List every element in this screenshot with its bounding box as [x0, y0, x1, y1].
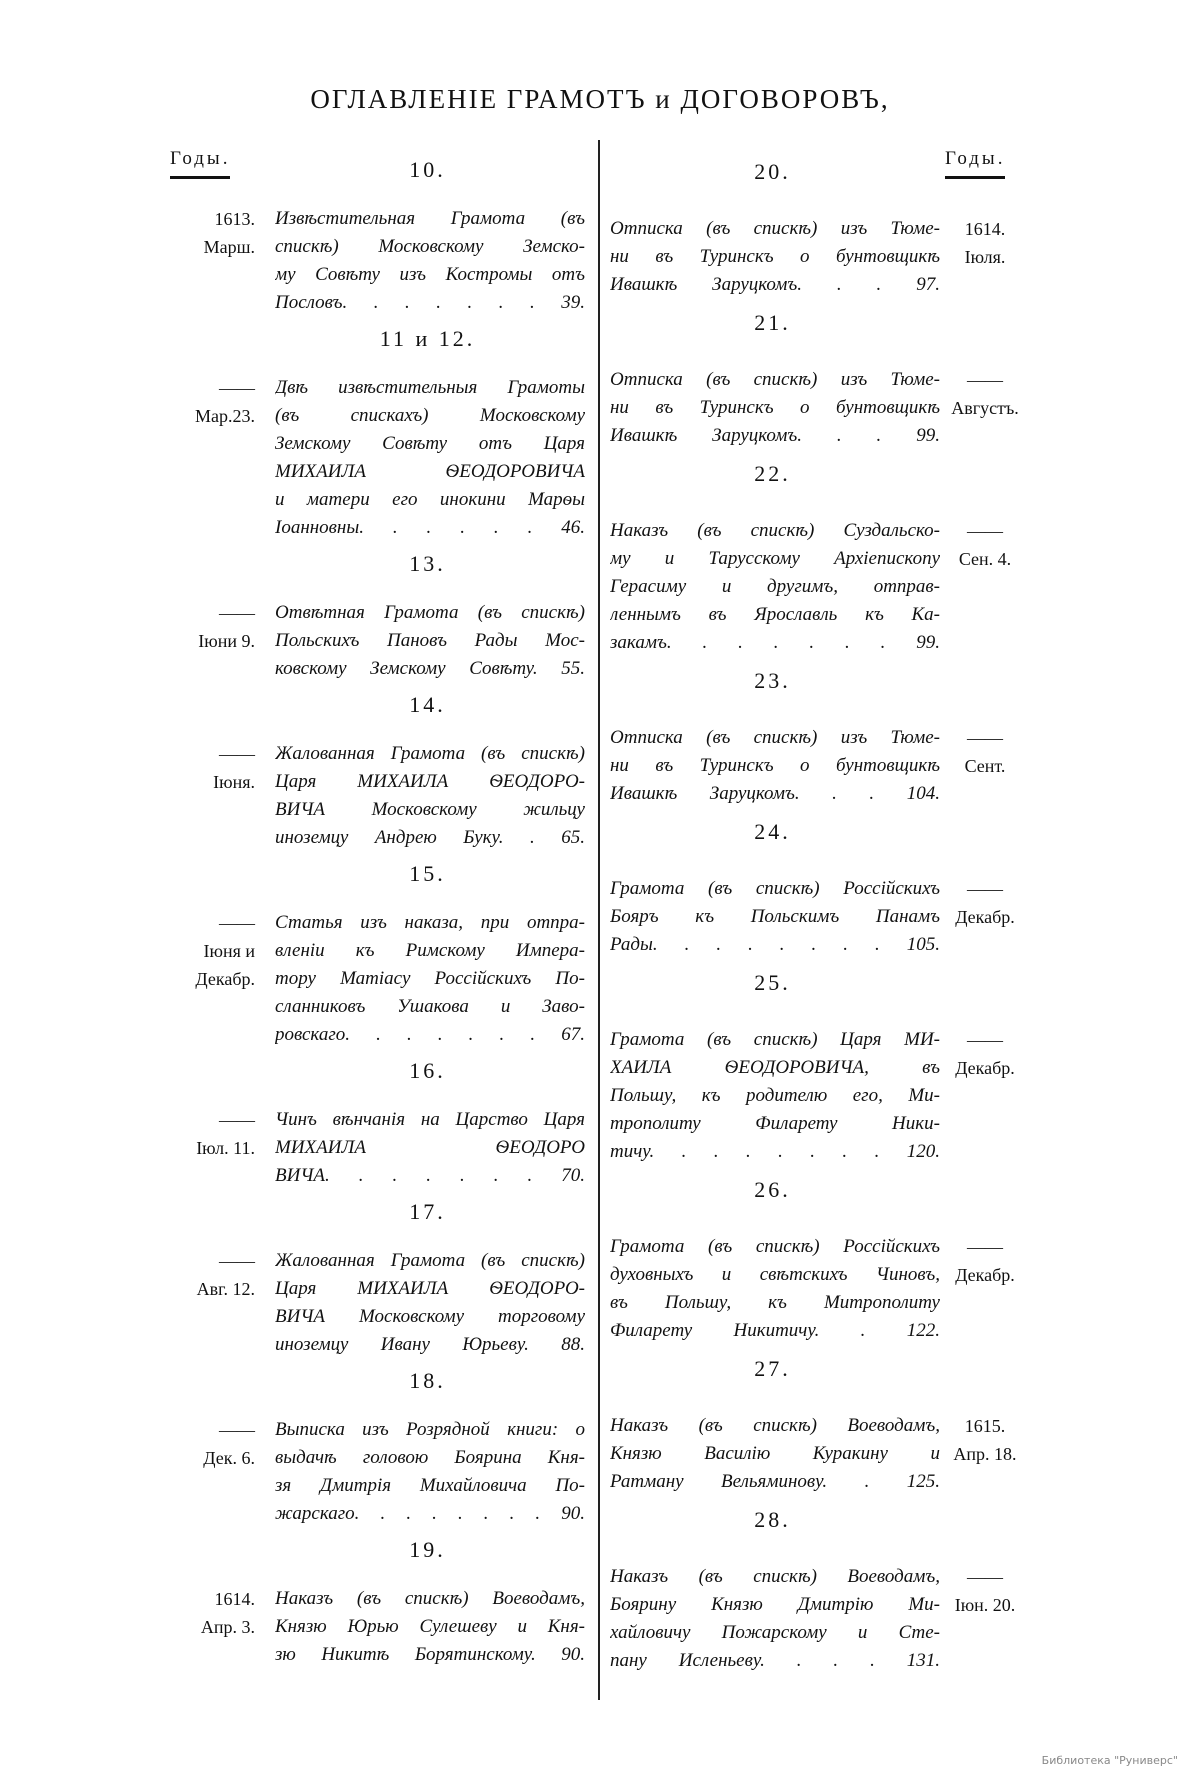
entry-date — [940, 1110, 1025, 1138]
entry-text: иноземцу Андрею Буку. . 65. — [275, 827, 585, 848]
entry-number: 23. — [754, 668, 791, 693]
entry-text: Отписка (въ спискѣ) изъ Тюме- — [610, 727, 940, 748]
entry-date — [160, 289, 275, 317]
entry-line — [610, 875, 1025, 903]
entry-text: ни въ Туринскъ о бунтовщикѣ — [610, 246, 940, 267]
entry-date: 1615. — [964, 1416, 1006, 1436]
entry-date: Декабр. — [195, 969, 255, 989]
entry-text: Грамота (въ спискѣ) Россійскихъ — [610, 1236, 940, 1257]
entry-text: Выписка изъ Розрядной книги: о — [275, 1419, 585, 1440]
entry-text: Наказъ (въ спискѣ) Суздальско- — [610, 520, 940, 541]
entry-text: Бояръ къ Польскимъ Панамъ — [610, 906, 940, 927]
toc-entry — [610, 148, 1025, 299]
entry-text: Отписка (въ спискѣ) изъ Тюме- — [610, 218, 940, 239]
right-column — [610, 148, 1025, 1675]
entry-number: 11 и 12. — [379, 326, 476, 351]
entry-text: Рады. . . . . . . . 105. — [610, 934, 940, 955]
toc-entry — [160, 317, 585, 542]
entry-number: 15. — [409, 861, 446, 886]
entry-text: Наказъ (въ спискѣ) Воеводамъ, — [610, 1415, 940, 1436]
toc-entry — [610, 808, 1025, 959]
entry-text: духовныхъ и свѣтскихъ Чиновъ, — [610, 1264, 940, 1285]
entry-date — [940, 1647, 1025, 1675]
entry-text: МИХАИЛА ѲЕОДОРО — [275, 1137, 585, 1158]
entry-text: и матери его инокини Марѳы — [275, 489, 585, 510]
entry-line — [160, 1444, 585, 1472]
entry-date — [160, 796, 275, 824]
entry-number: 13. — [409, 551, 446, 576]
entry-number: 27. — [754, 1356, 791, 1381]
entry-date — [940, 1289, 1025, 1317]
column-divider — [598, 140, 600, 1700]
entry-line — [160, 1162, 585, 1190]
entry-line — [160, 796, 585, 824]
entry-line — [160, 627, 585, 655]
entry-number: 14. — [409, 692, 446, 717]
entry-date: —— — [967, 370, 1003, 390]
entry-text: Царя МИХАИЛА ѲЕОДОРО- — [275, 771, 585, 792]
entry-line — [610, 1412, 1025, 1440]
toc-entry — [160, 542, 585, 683]
entry-date — [940, 1082, 1025, 1110]
entry-line — [160, 965, 585, 993]
entry-text: иноземцу Ивану Юрьеву. 88. — [275, 1334, 585, 1355]
entry-date: Декабр. — [955, 1058, 1015, 1078]
entry-text: ВИЧА Московскому торговому — [275, 1306, 585, 1327]
entry-line — [160, 937, 585, 965]
entry-date: Сент. — [964, 756, 1006, 776]
entry-number: 17. — [409, 1199, 446, 1224]
entry-date — [160, 458, 275, 486]
entry-date: —— — [967, 1237, 1003, 1257]
entry-text: жарскаго. . . . . . . . 90. — [275, 1503, 585, 1524]
entry-text: Герасиму и другимъ, отправ- — [610, 576, 940, 597]
entry-date — [940, 1138, 1025, 1166]
entry-date: Марш. — [203, 237, 255, 257]
entry-line — [610, 394, 1025, 422]
entry-line — [160, 1106, 585, 1134]
entry-text: тору Матіасу Россійскихъ По- — [275, 968, 585, 989]
entry-line — [610, 517, 1025, 545]
entry-line — [160, 655, 585, 683]
entry-date: Августъ. — [951, 398, 1019, 418]
entry-text: закамъ. . . . . . . 99. — [610, 632, 940, 653]
entry-text: Двѣ извѣстительныя Грамоты — [275, 377, 585, 398]
entry-date: 1613. — [214, 209, 255, 229]
entry-text: зю Никитѣ Борятинскому. 90. — [275, 1644, 585, 1665]
entry-text: пану Исленьеву. . . . 131. — [610, 1650, 940, 1671]
toc-entry — [610, 299, 1025, 450]
toc-entry — [610, 1166, 1025, 1345]
entry-date — [940, 629, 1025, 657]
entry-number: 19. — [409, 1537, 446, 1562]
entry-number: 25. — [754, 970, 791, 995]
entry-date — [160, 514, 275, 542]
entry-date: Дек. 6. — [203, 1448, 255, 1468]
entry-date: Іюня. — [213, 772, 255, 792]
entry-date: Апр. 18. — [953, 1444, 1017, 1464]
entry-line — [610, 1054, 1025, 1082]
entry-text: спискѣ) Московскому Земско- — [275, 236, 585, 257]
entry-text: зя Дмитрія Михайловича По- — [275, 1475, 585, 1496]
entry-date: —— — [967, 1030, 1003, 1050]
entry-text: ХАИЛА ѲЕОДОРОВИЧА, въ — [610, 1057, 940, 1078]
entry-date — [940, 1468, 1025, 1496]
entry-date: Іюля. — [964, 247, 1006, 267]
entry-text: Князю Юрью Сулешеву и Кня- — [275, 1616, 585, 1637]
entry-line — [610, 1082, 1025, 1110]
entry-date — [160, 655, 275, 683]
entry-date: —— — [967, 1567, 1003, 1587]
entry-text: леннымъ въ Ярославль къ Ка- — [610, 604, 940, 625]
toc-entry — [160, 683, 585, 852]
watermark: Библиотека "Руниверс" — [1041, 1754, 1178, 1767]
entry-number: 20. — [754, 159, 791, 184]
toc-entry — [610, 1345, 1025, 1496]
entry-line — [160, 261, 585, 289]
entry-line — [610, 271, 1025, 299]
entry-date — [160, 430, 275, 458]
entry-text: Земскому Совѣту отъ Царя — [275, 433, 585, 454]
entry-date — [940, 780, 1025, 808]
entry-text: Грамота (въ спискѣ) Россійскихъ — [610, 878, 940, 899]
entry-date — [940, 931, 1025, 959]
entry-line — [610, 780, 1025, 808]
entry-line — [160, 909, 585, 937]
entry-line — [610, 1233, 1025, 1261]
entry-line — [160, 824, 585, 852]
entry-text: Царя МИХАИЛА ѲЕОДОРО- — [275, 1278, 585, 1299]
entry-line — [160, 1134, 585, 1162]
entry-line — [610, 545, 1025, 573]
entry-line — [610, 243, 1025, 271]
entry-line — [610, 1110, 1025, 1138]
entry-date: Мар.23. — [195, 406, 255, 426]
entry-text: му и Тарусскому Архіепископу — [610, 548, 940, 569]
entry-date — [160, 1162, 275, 1190]
entry-text: Польскихъ Пановъ Рады Мос- — [275, 630, 585, 651]
entry-date — [160, 1331, 275, 1359]
entry-date: 1614. — [964, 219, 1006, 239]
entry-line — [160, 514, 585, 542]
entry-line — [160, 993, 585, 1021]
entry-number: 10. — [409, 157, 446, 182]
entry-date: Декабр. — [955, 1265, 1015, 1285]
entry-line — [160, 740, 585, 768]
entry-number: 18. — [409, 1368, 446, 1393]
entry-date — [160, 993, 275, 1021]
entry-date — [940, 271, 1025, 299]
entry-date: —— — [219, 1110, 255, 1130]
entry-date — [160, 1500, 275, 1528]
entry-date: —— — [219, 1251, 255, 1271]
entry-date — [940, 422, 1025, 450]
entry-line — [610, 1440, 1025, 1468]
entry-text: ВИЧА. . . . . . . 70. — [275, 1165, 585, 1186]
entry-text: ни въ Туринскъ о бунтовщикѣ — [610, 755, 940, 776]
entry-text: тичу. . . . . . . . 120. — [610, 1141, 940, 1162]
entry-text: Ивашкѣ Заруцкомъ. . . 104. — [610, 783, 940, 804]
entry-text: Статья изъ наказа, при отпра- — [275, 912, 585, 933]
entry-line — [160, 458, 585, 486]
entry-date: Декабр. — [955, 907, 1015, 927]
entry-text: му Совѣту изъ Костромы отъ — [275, 264, 585, 285]
entry-date — [940, 1619, 1025, 1647]
entry-date: Авг. 12. — [196, 1279, 255, 1299]
toc-entry — [610, 450, 1025, 657]
entry-line — [610, 1261, 1025, 1289]
entry-date — [940, 573, 1025, 601]
entry-line — [610, 724, 1025, 752]
entry-text: Наказъ (въ спискѣ) Воеводамъ, — [610, 1566, 940, 1587]
entry-text: ВИЧА Московскому жильцу — [275, 799, 585, 820]
entry-date: Іюл. 11. — [196, 1138, 255, 1158]
toc-entry — [610, 1496, 1025, 1675]
entry-date: —— — [219, 744, 255, 764]
entry-text: ковскому Земскому Совѣту. 55. — [275, 658, 585, 679]
entry-text: Пословъ. . . . . . . 39. — [275, 292, 585, 313]
entry-text: вленіи къ Римскому Импера- — [275, 940, 585, 961]
entry-text: Жалованная Грамота (въ спискѣ) — [275, 1250, 585, 1271]
entry-date — [160, 1641, 275, 1669]
entry-date: Іюн. 20. — [954, 1595, 1016, 1615]
entry-date: —— — [219, 913, 255, 933]
entry-number: 22. — [754, 461, 791, 486]
entry-line — [610, 366, 1025, 394]
entry-line — [610, 215, 1025, 243]
entry-line — [160, 289, 585, 317]
entry-line — [160, 768, 585, 796]
entry-line — [610, 1468, 1025, 1496]
entry-line — [160, 1613, 585, 1641]
entry-line — [610, 752, 1025, 780]
entry-line — [160, 1641, 585, 1669]
entry-text: Отвѣтная Грамота (въ спискѣ) — [275, 602, 585, 623]
years-column-header-left: Годы. — [170, 148, 230, 179]
entry-text: ровскаго. . . . . . . 67. — [275, 1024, 585, 1045]
entry-line — [160, 205, 585, 233]
entry-text: (въ спискахъ) Московскому — [275, 405, 585, 426]
entry-date: Апр. 3. — [200, 1617, 255, 1637]
entry-number: 28. — [754, 1507, 791, 1532]
entry-line — [610, 422, 1025, 450]
entry-line — [160, 1585, 585, 1613]
entry-line — [610, 573, 1025, 601]
entry-line — [610, 1317, 1025, 1345]
entry-line — [610, 601, 1025, 629]
entry-text: Ивашкѣ Заруцкомъ. . . 99. — [610, 425, 940, 446]
entry-line — [160, 1021, 585, 1049]
entry-date — [940, 601, 1025, 629]
entry-date — [160, 1021, 275, 1049]
entry-text: выдачѣ головою Боярина Кня- — [275, 1447, 585, 1468]
entry-text: Отписка (въ спискѣ) изъ Тюме- — [610, 369, 940, 390]
entry-text: трополиту Филарету Ники- — [610, 1113, 940, 1134]
entry-line — [610, 1563, 1025, 1591]
entry-line — [610, 931, 1025, 959]
entry-text: Князю Василію Куракину и — [610, 1443, 940, 1464]
entry-date — [160, 1303, 275, 1331]
toc-entry — [160, 1359, 585, 1528]
entry-text: хайловичу Пожарскому и Сте- — [610, 1622, 940, 1643]
entry-date — [160, 486, 275, 514]
entry-text: ни въ Туринскъ о бунтовщикѣ — [610, 397, 940, 418]
entry-line — [160, 1472, 585, 1500]
entry-date: —— — [219, 603, 255, 623]
entry-date — [940, 1317, 1025, 1345]
toc-entry — [160, 1190, 585, 1359]
entry-text: въ Польшу, къ Митрополиту — [610, 1292, 940, 1313]
entry-text: Филарету Никитичу. . 122. — [610, 1320, 940, 1341]
entry-text: сланниковъ Ушакова и Заво- — [275, 996, 585, 1017]
entry-line — [610, 629, 1025, 657]
entry-line — [160, 599, 585, 627]
entry-date: Сен. 4. — [958, 549, 1012, 569]
years-column-header-right: Годы. — [945, 148, 1005, 179]
entry-date: —— — [219, 1420, 255, 1440]
entry-text: Ивашкѣ Заруцкомъ. . . 97. — [610, 274, 940, 295]
toc-entry — [160, 1049, 585, 1190]
entry-number: 26. — [754, 1177, 791, 1202]
entry-date — [160, 1472, 275, 1500]
entry-text: Чинъ вѣнчанія на Царство Царя — [275, 1109, 585, 1130]
entry-text: Іоанновны. . . . . . 46. — [275, 517, 585, 538]
entry-text: Боярину Князю Дмитрію Ми- — [610, 1594, 940, 1615]
entry-line — [160, 1416, 585, 1444]
toc-entry — [160, 852, 585, 1049]
entry-date: Іюни 9. — [198, 631, 255, 651]
entry-number: 21. — [754, 310, 791, 335]
entry-text: МИХАИЛА ѲЕОДОРОВИЧА — [275, 461, 585, 482]
entry-date: Іюня и — [203, 941, 255, 961]
entry-line — [160, 402, 585, 430]
toc-entry — [160, 1528, 585, 1669]
entry-line — [610, 1138, 1025, 1166]
entry-line — [610, 1591, 1025, 1619]
entry-text: Жалованная Грамота (въ спискѣ) — [275, 743, 585, 764]
toc-entry — [160, 148, 585, 317]
entry-date: —— — [967, 728, 1003, 748]
entry-text: Грамота (въ спискѣ) Царя МИ- — [610, 1029, 940, 1050]
entry-line — [160, 486, 585, 514]
entry-text: Извѣстительная Грамота (въ — [275, 208, 585, 229]
entry-line — [610, 1289, 1025, 1317]
entry-date: 1614. — [214, 1589, 255, 1609]
toc-entry — [610, 657, 1025, 808]
entry-line — [610, 1619, 1025, 1647]
entry-date: —— — [219, 378, 255, 398]
entry-text: Польшу, къ родителю его, Ми- — [610, 1085, 940, 1106]
entry-line — [610, 1647, 1025, 1675]
entry-number: 24. — [754, 819, 791, 844]
entry-line — [610, 903, 1025, 931]
entry-line — [160, 1303, 585, 1331]
entry-text: Наказъ (въ спискѣ) Воеводамъ, — [275, 1588, 585, 1609]
entry-text: Ратману Вельяминову. . 125. — [610, 1471, 940, 1492]
entry-line — [160, 374, 585, 402]
entry-date — [160, 261, 275, 289]
entry-line — [160, 1247, 585, 1275]
toc-entry — [610, 959, 1025, 1166]
entry-line — [160, 1275, 585, 1303]
entry-line — [160, 233, 585, 261]
entry-line — [610, 1026, 1025, 1054]
entry-date: —— — [967, 521, 1003, 541]
page-title: ОГЛАВЛЕНІЕ ГРАМОТЪ и ДОГОВОРОВЪ, — [310, 84, 890, 114]
entry-number: 16. — [409, 1058, 446, 1083]
entry-line — [160, 430, 585, 458]
entry-date: —— — [967, 879, 1003, 899]
left-column — [160, 148, 585, 1669]
entry-date — [160, 824, 275, 852]
entry-line — [160, 1500, 585, 1528]
entry-line — [160, 1331, 585, 1359]
